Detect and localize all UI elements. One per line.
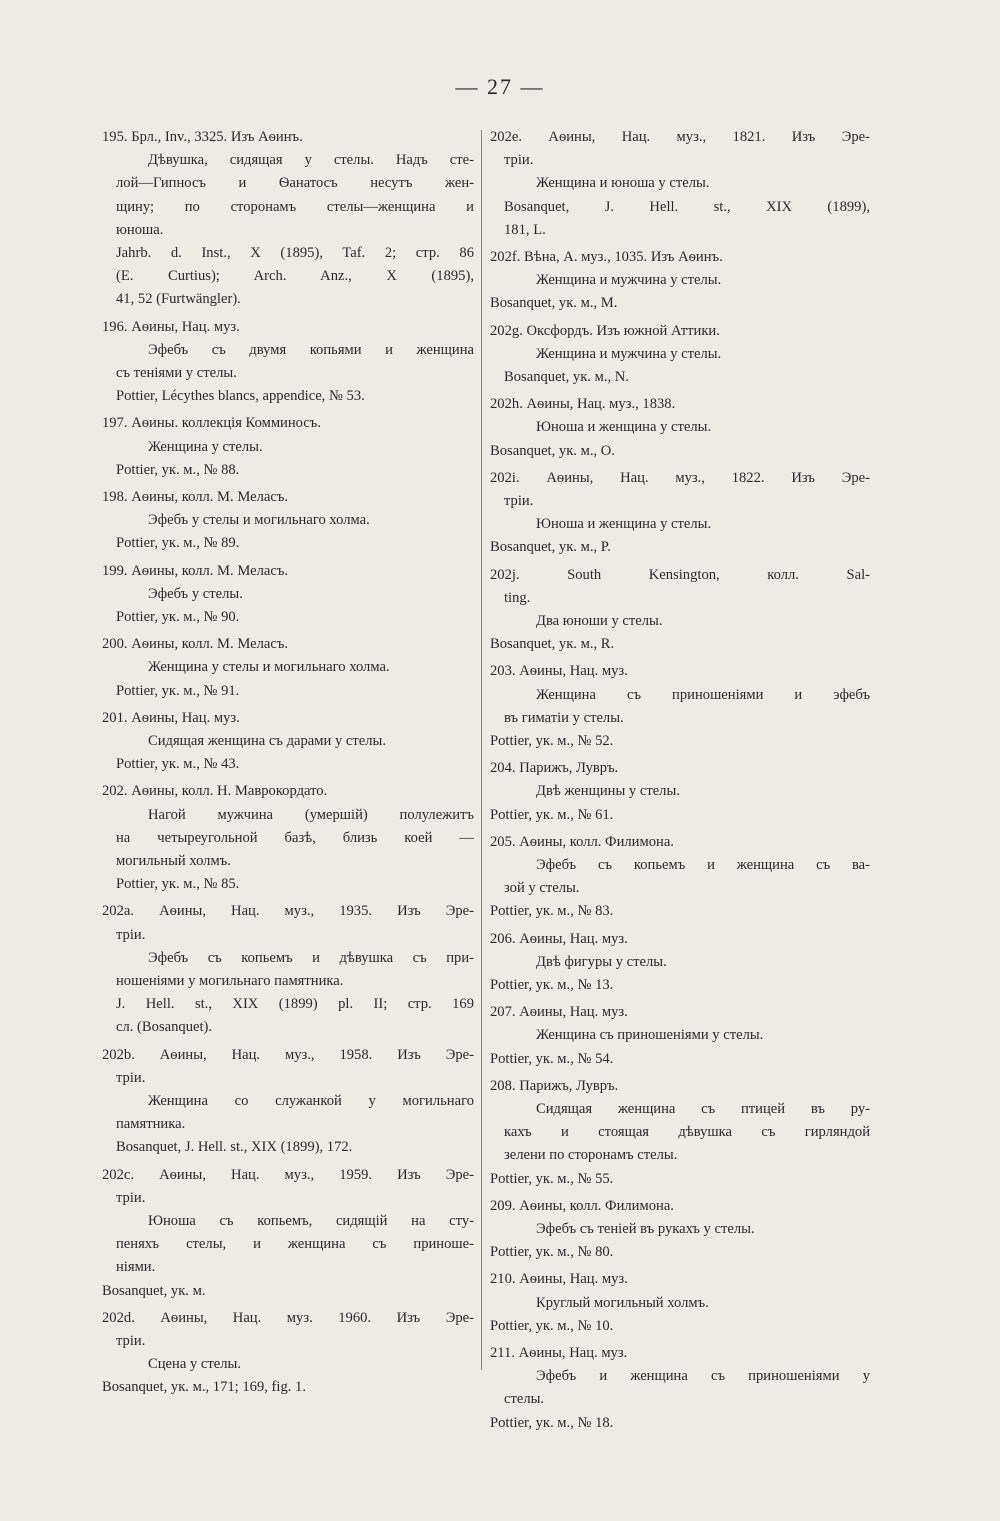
catalogue-entry-e202a <box>102 900 474 1039</box>
entry-text-line: Эфебъ съ копьемъ и женщина съ ва- <box>536 857 870 874</box>
entry-text-line: Женщина со служанкой у могильнаго <box>148 1092 474 1109</box>
entry-heading: 202g. Оксфордъ. Изъ южной Аттики. <box>490 322 720 339</box>
column-divider <box>481 130 482 1370</box>
entry-text-line: 181, L. <box>504 221 546 238</box>
entry-text-line: Pottier, ук. м., № 91. <box>116 682 240 699</box>
catalogue-entry-e210 <box>490 1268 870 1338</box>
catalogue-entry-e204 <box>490 757 870 827</box>
entry-text-line: Эфебъ съ теніей въ рукахъ у стелы. <box>536 1221 755 1238</box>
left-column <box>102 126 474 1404</box>
entry-text-line: Bosanquet, ук. м. <box>102 1282 206 1299</box>
entry-text-line: на четыреугольной базѣ, близь коей — <box>116 829 474 846</box>
catalogue-entry-e202j <box>490 564 870 657</box>
entry-text-line: Женщина и мужчина у стелы. <box>536 272 722 289</box>
entry-text-line: Pottier, ук. м., № 88. <box>116 461 240 478</box>
entry-text-line: тріи. <box>116 1332 146 1349</box>
catalogue-entry-e202b <box>102 1044 474 1160</box>
entry-text-line: ношеніями у могильнаго памятника. <box>116 972 344 989</box>
entry-text-line: Bosanquet, J. Hell. st., XIX (1899), <box>504 198 870 215</box>
catalogue-entry-e197 <box>102 412 474 482</box>
entry-text-line: пеняхъ стелы, и женщина съ приноше- <box>116 1236 474 1253</box>
catalogue-entry-e202c <box>102 1164 474 1303</box>
catalogue-entry-e202g <box>490 320 870 390</box>
entry-text-line: Юноша и женщина у стелы. <box>536 516 712 533</box>
entry-text-line: Юноша съ копьемъ, сидящій на сту- <box>148 1212 474 1229</box>
entry-text-line: Pottier, Lécythes blancs, appendice, № 53. <box>116 388 365 405</box>
entry-text-line: кахъ и стоящая дѣвушка съ гирляндой <box>504 1124 870 1141</box>
entry-text-line: щину; по сторонамъ стелы—женщина и <box>116 198 474 215</box>
entry-text-line: зой у стелы. <box>504 880 580 897</box>
entry-text-line: юноша. <box>116 221 164 238</box>
entry-text-line: Bosanquet, ук. м., R. <box>490 636 615 653</box>
entry-text-line: Pottier, ук. м., № 18. <box>490 1414 614 1431</box>
entry-heading: 202e. Аѳины, Нац. муз., 1821. Изъ Эре- <box>490 129 870 145</box>
entry-text-line: Pottier, ук. м., № 61. <box>490 806 614 823</box>
entry-heading: 202h. Аѳины, Нац. муз., 1838. <box>490 396 676 413</box>
entry-heading: 200. Аѳины, колл. М. Меласъ. <box>102 636 289 653</box>
entry-text-line: Двѣ женщины у стелы. <box>536 783 680 800</box>
entry-text-line: Bosanquet, ук. м., P. <box>490 539 611 556</box>
catalogue-entry-e208 <box>490 1075 870 1191</box>
entry-text-line: тріи. <box>504 493 534 509</box>
entry-text-line: Pottier, ук. м., № 13. <box>490 977 614 994</box>
catalogue-entry-e205 <box>490 831 870 924</box>
entry-text-line: Двѣ фигуры у стелы. <box>536 953 667 970</box>
entry-text-line: Женщина съ приношеніями у стелы. <box>536 1027 764 1044</box>
entry-text-line: Женщина у стелы. <box>148 438 263 455</box>
entry-text-line: Юноша и женщина у стелы. <box>536 419 712 436</box>
entry-text-line: могильный холмъ. <box>116 852 231 869</box>
entry-text-line: Pottier, ук. м., № 83. <box>490 903 614 920</box>
entry-text-line: Bosanquet, ук. м., M. <box>490 295 618 312</box>
entry-text-line: Сидящая женщина съ дарами у стелы. <box>148 732 386 749</box>
entry-text-line: Женщина съ приношеніями и эфебъ <box>536 686 870 703</box>
entry-text-line: Сидящая женщина съ птицей въ ру- <box>536 1101 870 1118</box>
entry-text-line: (E. Curtius); Arch. Anz., X (1895), <box>116 268 474 285</box>
entry-text-line: Bosanquet, ук. м., N. <box>504 369 629 385</box>
entry-heading: 202f. Вѣна, А. муз., 1035. Изъ Аѳинъ. <box>490 248 723 265</box>
entry-text-line: Pottier, ук. м., № 10. <box>490 1317 614 1334</box>
entry-heading: 205. Аѳины, колл. Филимона. <box>490 833 674 850</box>
catalogue-entry-e195 <box>102 126 474 312</box>
entry-text-line: Pottier, ук. м., № 52. <box>490 733 614 749</box>
catalogue-entry-e202f <box>490 246 870 316</box>
catalogue-entry-e202 <box>102 780 474 896</box>
entry-text-line: Эфебъ съ двумя копьями и женщина <box>148 341 474 358</box>
entry-text-line: ніями. <box>116 1259 156 1276</box>
entry-text-line: Bosanquet, J. Hell. st., XIX (1899), 172. <box>116 1139 353 1156</box>
entry-text-line: Bosanquet, ук. м., O. <box>490 442 615 459</box>
entry-text-line: Нагой мужчина (умершій) полулежитъ <box>148 806 474 823</box>
catalogue-entry-e209 <box>490 1195 870 1265</box>
catalogue-entry-e199 <box>102 560 474 630</box>
entry-heading: 208. Парижъ, Лувръ. <box>490 1077 619 1094</box>
entry-text-line: Эфебъ съ копьемъ и дѣвушка съ при- <box>148 949 474 966</box>
entry-heading: 202d. Аѳины, Нац. муз. 1960. Изъ Эре- <box>102 1309 474 1326</box>
catalogue-entry-e206 <box>490 928 870 998</box>
entry-text-line: Pottier, ук. м., № 80. <box>490 1244 614 1261</box>
entry-heading: 202j. South Kensington, колл. Sal- <box>490 566 870 583</box>
entry-text-line: въ гиматіи у стелы. <box>504 709 624 726</box>
catalogue-entry-e198 <box>102 486 474 556</box>
entry-text-line: Pottier, ук. м., № 85. <box>116 876 240 893</box>
entry-text-line: тріи. <box>116 926 146 943</box>
catalogue-entry-e207 <box>490 1001 870 1071</box>
entry-text-line: Круглый могильный холмъ. <box>536 1294 709 1311</box>
entry-heading: 202a. Аѳины, Нац. муз., 1935. Изъ Эре- <box>102 903 474 920</box>
catalogue-entry-e203 <box>490 660 870 753</box>
entry-text-line: Женщина у стелы и могильнаго холма. <box>148 659 390 676</box>
catalogue-entry-e211 <box>490 1342 870 1435</box>
entry-text-line: Эфебъ у стелы. <box>148 585 243 602</box>
entry-heading: 199. Аѳины, колл. М. Меласъ. <box>102 562 289 579</box>
entry-text-line: Сцена у стелы. <box>148 1356 241 1373</box>
entry-text-line: тріи. <box>116 1189 146 1206</box>
entry-text-line: съ теніями у стелы. <box>116 364 237 381</box>
entry-heading: 201. Аѳины, Нац. муз. <box>102 709 240 726</box>
entry-text-line: тріи. <box>504 152 534 169</box>
entry-text-line: J. Hell. st., XIX (1899) pl. II; стр. 169 <box>116 996 474 1013</box>
entry-text-line: Pottier, ук. м., № 89. <box>116 535 240 552</box>
entry-text-line: Эфебъ у стелы и могильнаго холма. <box>148 512 370 529</box>
entry-text-line: Jahrb. d. Inst., X (1895), Taf. 2; стр. 86 <box>116 244 474 261</box>
entry-text-line: сл. (Bosanquet). <box>116 1019 213 1036</box>
entry-text-line: Pottier, ук. м., № 43. <box>116 756 240 773</box>
catalogue-entry-e200 <box>102 633 474 703</box>
right-column <box>490 126 870 1439</box>
entry-text-line: Bosanquet, ук. м., 171; 169, fig. 1. <box>102 1379 307 1396</box>
entry-text-line: Дѣвушка, сидящая у стелы. Надъ сте- <box>148 152 474 169</box>
entry-heading: 206. Аѳины, Нац. муз. <box>490 930 628 947</box>
catalogue-entry-e202h <box>490 393 870 463</box>
entry-text-line: ting. <box>504 589 531 606</box>
entry-text-line: 41, 52 (Furtwängler). <box>116 291 241 308</box>
catalogue-entry-e202i <box>490 467 870 560</box>
entry-heading: 202i. Аѳины, Нац. муз., 1822. Изъ Эре- <box>490 469 870 486</box>
entry-text-line: тріи. <box>116 1069 146 1086</box>
page-number: — 27 — <box>455 74 545 99</box>
entry-heading: 202. Аѳины, колл. Н. Маврокордато. <box>102 783 328 800</box>
entry-heading: 210. Аѳины, Нац. муз. <box>490 1271 628 1288</box>
entry-text-line: Pottier, ук. м., № 54. <box>490 1050 614 1067</box>
catalogue-entry-e196 <box>102 316 474 409</box>
entry-heading: 211. Аѳины, Нац. муз. <box>490 1345 628 1362</box>
catalogue-entry-e202d <box>102 1307 474 1400</box>
entry-heading: 203. Аѳины, Нац. муз. <box>490 663 628 680</box>
catalogue-entry-e202e <box>490 126 870 242</box>
entry-text-line: зелени по сторонамъ стелы. <box>504 1147 678 1164</box>
entry-heading: 195. Брл., Inv., 3325. Изъ Аѳинъ. <box>102 129 303 145</box>
entry-heading: 197. Аѳины. коллекція Комминосъ. <box>102 415 322 432</box>
entry-text-line: Два юноши у стелы. <box>536 613 663 629</box>
catalogue-entry-e201 <box>102 707 474 777</box>
entry-heading: 196. Аѳины, Нац. муз. <box>102 318 240 335</box>
entry-text-line: лой—Гипносъ и Ѳанатосъ несутъ жен- <box>116 175 474 192</box>
entry-heading: 202c. Аѳины, Нац. муз., 1959. Изъ Эре- <box>102 1166 474 1183</box>
entry-text-line: Pottier, ук. м., № 90. <box>116 608 240 625</box>
entry-text-line: стелы. <box>504 1391 545 1408</box>
entry-text-line: Женщина и мужчина у стелы. <box>536 345 722 362</box>
entry-heading: 202b. Аѳины, Нац. муз., 1958. Изъ Эре- <box>102 1046 474 1063</box>
entry-text-line: Pottier, ук. м., № 55. <box>490 1170 614 1187</box>
entry-heading: 204. Парижъ, Лувръ. <box>490 760 619 777</box>
entry-text-line: Эфебъ и женщина съ приношеніями у <box>536 1368 870 1385</box>
entry-heading: 198. Аѳины, колл. М. Меласъ. <box>102 488 289 505</box>
entry-heading: 209. Аѳины, колл. Филимона. <box>490 1197 674 1214</box>
entry-heading: 207. Аѳины, Нац. муз. <box>490 1004 628 1021</box>
entry-text-line: Женщина и юноша у стелы. <box>536 175 710 192</box>
entry-text-line: памятника. <box>116 1116 186 1133</box>
